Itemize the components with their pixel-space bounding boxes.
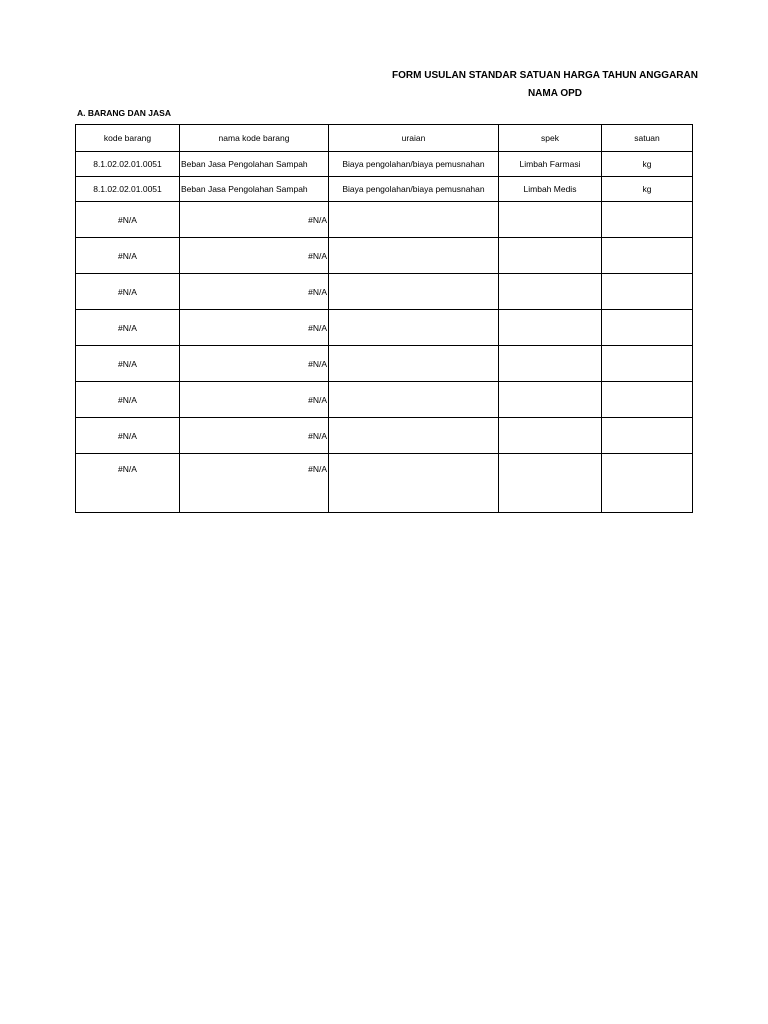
cell-uraian[interactable]: Biaya pengolahan/biaya pemusnahan <box>329 177 499 202</box>
table-row <box>76 418 693 454</box>
cell-spek[interactable] <box>499 382 602 418</box>
page-subtitle: NAMA OPD <box>527 88 583 99</box>
cell-kode-barang[interactable]: #N/A <box>76 454 180 513</box>
cell-satuan[interactable] <box>602 310 693 346</box>
cell-spek[interactable] <box>499 238 602 274</box>
cell-spek[interactable]: Limbah Farmasi <box>499 152 602 177</box>
cell-nama-kode-barang[interactable]: #N/A <box>180 274 329 310</box>
cell-spek[interactable] <box>499 202 602 238</box>
cell-satuan[interactable]: kg <box>602 177 693 202</box>
cell-uraian[interactable] <box>329 382 499 418</box>
table-row <box>76 274 693 310</box>
table-row <box>76 346 693 382</box>
cell-spek[interactable] <box>499 310 602 346</box>
column-header-nama-kode-barang: nama kode barang <box>180 125 329 152</box>
cell-satuan[interactable] <box>602 418 693 454</box>
cell-nama-kode-barang[interactable]: #N/A <box>180 346 329 382</box>
cell-kode-barang[interactable]: 8.1.02.02.01.0051 <box>76 152 180 177</box>
cell-uraian[interactable] <box>329 238 499 274</box>
table-row <box>76 202 693 238</box>
cell-satuan[interactable] <box>602 346 693 382</box>
table-row <box>76 310 693 346</box>
table-row <box>76 454 693 513</box>
cell-uraian[interactable] <box>329 346 499 382</box>
cell-satuan[interactable]: kg <box>602 152 693 177</box>
cell-nama-kode-barang[interactable]: #N/A <box>180 382 329 418</box>
cell-spek[interactable] <box>499 454 602 513</box>
cell-kode-barang[interactable]: #N/A <box>76 238 180 274</box>
table-row <box>76 177 693 202</box>
cell-kode-barang[interactable]: #N/A <box>76 274 180 310</box>
cell-kode-barang[interactable]: #N/A <box>76 310 180 346</box>
cell-satuan[interactable] <box>602 382 693 418</box>
cell-uraian[interactable]: Biaya pengolahan/biaya pemusnahan <box>329 152 499 177</box>
cell-nama-kode-barang[interactable]: #N/A <box>180 238 329 274</box>
cell-nama-kode-barang[interactable]: #N/A <box>180 310 329 346</box>
cell-spek[interactable]: Limbah Medis <box>499 177 602 202</box>
cell-spek[interactable] <box>499 346 602 382</box>
cell-uraian[interactable] <box>329 454 499 513</box>
column-header-spek: spek <box>499 125 602 152</box>
table-row <box>76 238 693 274</box>
cell-uraian[interactable] <box>329 418 499 454</box>
cell-uraian[interactable] <box>329 202 499 238</box>
price-standard-table <box>75 124 693 513</box>
cell-nama-kode-barang[interactable]: #N/A <box>180 418 329 454</box>
column-header-uraian: uraian <box>329 125 499 152</box>
cell-uraian[interactable] <box>329 274 499 310</box>
cell-satuan[interactable] <box>602 274 693 310</box>
table-row <box>76 152 693 177</box>
cell-satuan[interactable] <box>602 238 693 274</box>
column-header-satuan: satuan <box>602 125 693 152</box>
cell-kode-barang[interactable]: 8.1.02.02.01.0051 <box>76 177 180 202</box>
cell-nama-kode-barang[interactable]: Beban Jasa Pengolahan Sampah <box>180 177 329 202</box>
cell-satuan[interactable] <box>602 454 693 513</box>
cell-kode-barang[interactable]: #N/A <box>76 346 180 382</box>
cell-nama-kode-barang[interactable]: #N/A <box>180 454 329 513</box>
page-title: FORM USULAN STANDAR SATUAN HARGA TAHUN ANGGARAN <box>392 70 698 81</box>
cell-nama-kode-barang[interactable]: Beban Jasa Pengolahan Sampah <box>180 152 329 177</box>
cell-kode-barang[interactable]: #N/A <box>76 418 180 454</box>
cell-spek[interactable] <box>499 418 602 454</box>
cell-satuan[interactable] <box>602 202 693 238</box>
cell-spek[interactable] <box>499 274 602 310</box>
cell-kode-barang[interactable]: #N/A <box>76 202 180 238</box>
table-row <box>76 382 693 418</box>
table-header-row <box>76 125 693 152</box>
cell-kode-barang[interactable]: #N/A <box>76 382 180 418</box>
cell-nama-kode-barang[interactable]: #N/A <box>180 202 329 238</box>
column-header-kode-barang: kode barang <box>76 125 180 152</box>
cell-uraian[interactable] <box>329 310 499 346</box>
section-title: A. BARANG DAN JASA <box>77 108 171 118</box>
